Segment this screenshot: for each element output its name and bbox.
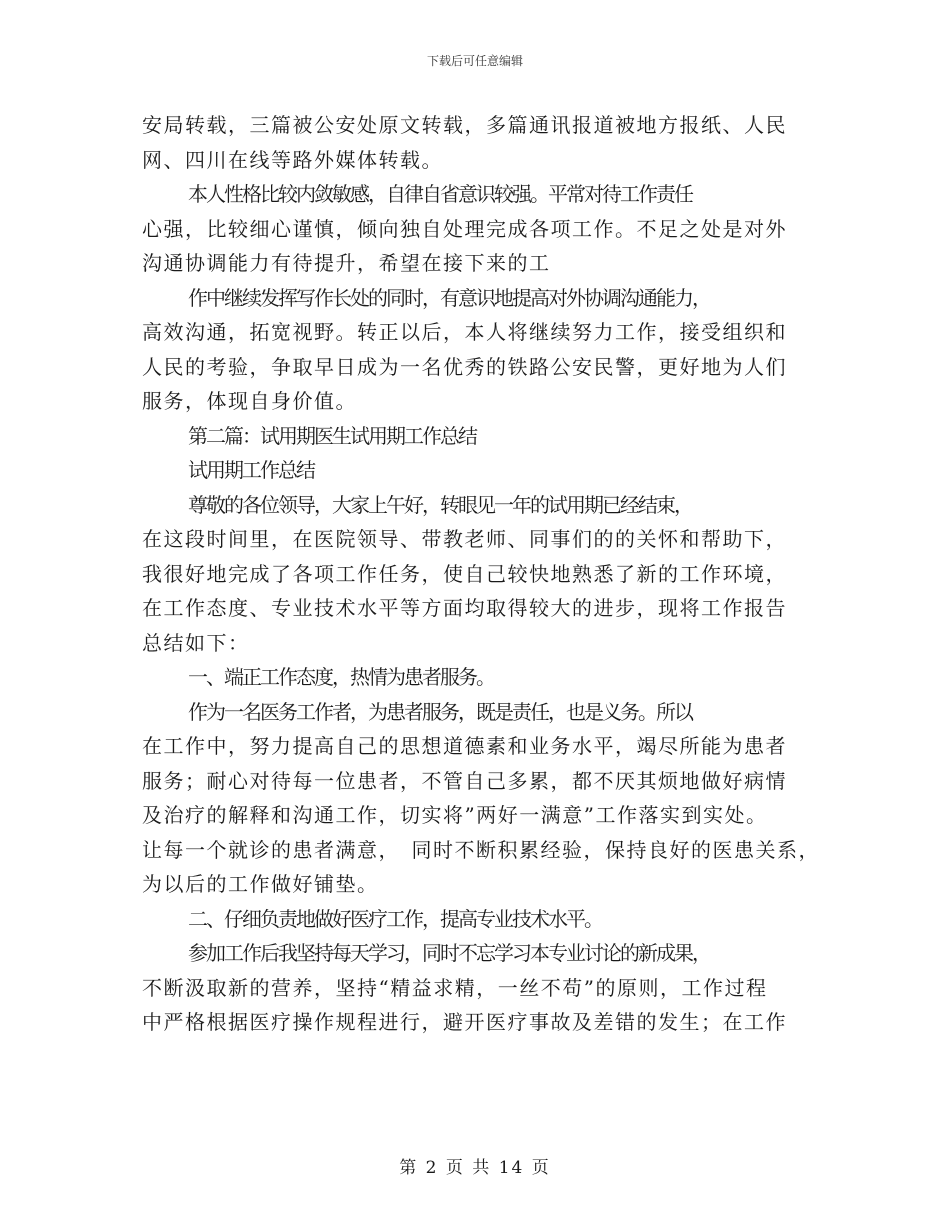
text-line: 二、仔细负责地做好医疗工作，提高专业技术水平。 [188, 906, 602, 931]
text-line: 试用期工作总结 [188, 458, 314, 482]
document-body [142, 108, 822, 1040]
text-line: 服务；耐心对待每一位患者，不管自己多累，都不厌其烦地做好病情 [142, 768, 787, 793]
text-line: 在工作态度、专业技术水平等方面均取得较大的进步，现将工作报告 [142, 596, 787, 620]
text-line: 心强，比较细心谨慎，倾向独自处理完成各项工作。不足之处是对外 [142, 216, 787, 241]
text-line: 及治疗的解释和沟通工作，切实将”两好一满意”工作落实到实处。 [142, 803, 768, 827]
text-line: 网、四川在线等路外媒体转载。 [142, 147, 443, 172]
text-line: 高效沟通，拓宽视野。转正以后，本人将继续努力工作，接受组织和 [142, 320, 787, 344]
text-line: 人民的考验，争取早日成为一名优秀的铁路公安民警，更好地为人们 [142, 354, 787, 379]
text-line: 总结如下： [142, 630, 250, 655]
page-header: 下载后可任意编辑 [426, 54, 523, 68]
page-footer: 第 2 页 共 14 页 [399, 1158, 551, 1178]
text-line: 我很好地完成了各项工作任务，使自己较快地熟悉了新的工作环境， [142, 561, 787, 586]
text-line: 为以后的工作做好铺垫。 [142, 872, 379, 896]
text-line: 让每一个就诊的患者满意， 同时不断积累经验，保持良好的医患关系， [142, 837, 820, 862]
text-line: 尊敬的各位领导，大家上午好，转眼见一年的试用期已经结束， [188, 492, 692, 517]
text-line: 一、端正工作态度，热情为患者服务。 [188, 665, 494, 689]
text-line: 第二篇：试用期医生试用期工作总结 [188, 423, 476, 448]
text-line: 不断汲取新的营养，坚持“精益求精，一丝不苟”的原则，工作过程 [142, 975, 768, 1000]
text-line: 参加工作后我坚持每天学习，同时不忘学习本专业讨论的新成果， [188, 941, 710, 965]
text-line: 在这段时间里，在医院领导、带教老师、同事们的的关怀和帮助下， [142, 527, 787, 551]
text-line: 在工作中，努力提高自己的思想道德素和业务水平，竭尽所能为患者 [142, 734, 787, 758]
text-line: 安局转载，三篇被公安处原文转载，多篇通讯报道被地方报纸、人民 [142, 113, 787, 137]
text-line: 本人性格比较内敛敏感，自律自省意识较强。平常对待工作责任 [188, 182, 692, 206]
text-line: 作为一名医务工作者，为患者服务，既是责任，也是义务。所以 [188, 699, 692, 724]
text-line: 中严格根据医疗操作规程进行，避开医疗事故及差错的发生；在工作 [142, 1010, 787, 1034]
text-line: 作中继续发挥写作长处的同时，有意识地提高对外协调沟通能力， [188, 285, 710, 310]
text-line: 服务，体现自身价值。 [142, 389, 357, 413]
text-line: 沟通协调能力有待提升，希望在接下来的工 [142, 251, 551, 275]
